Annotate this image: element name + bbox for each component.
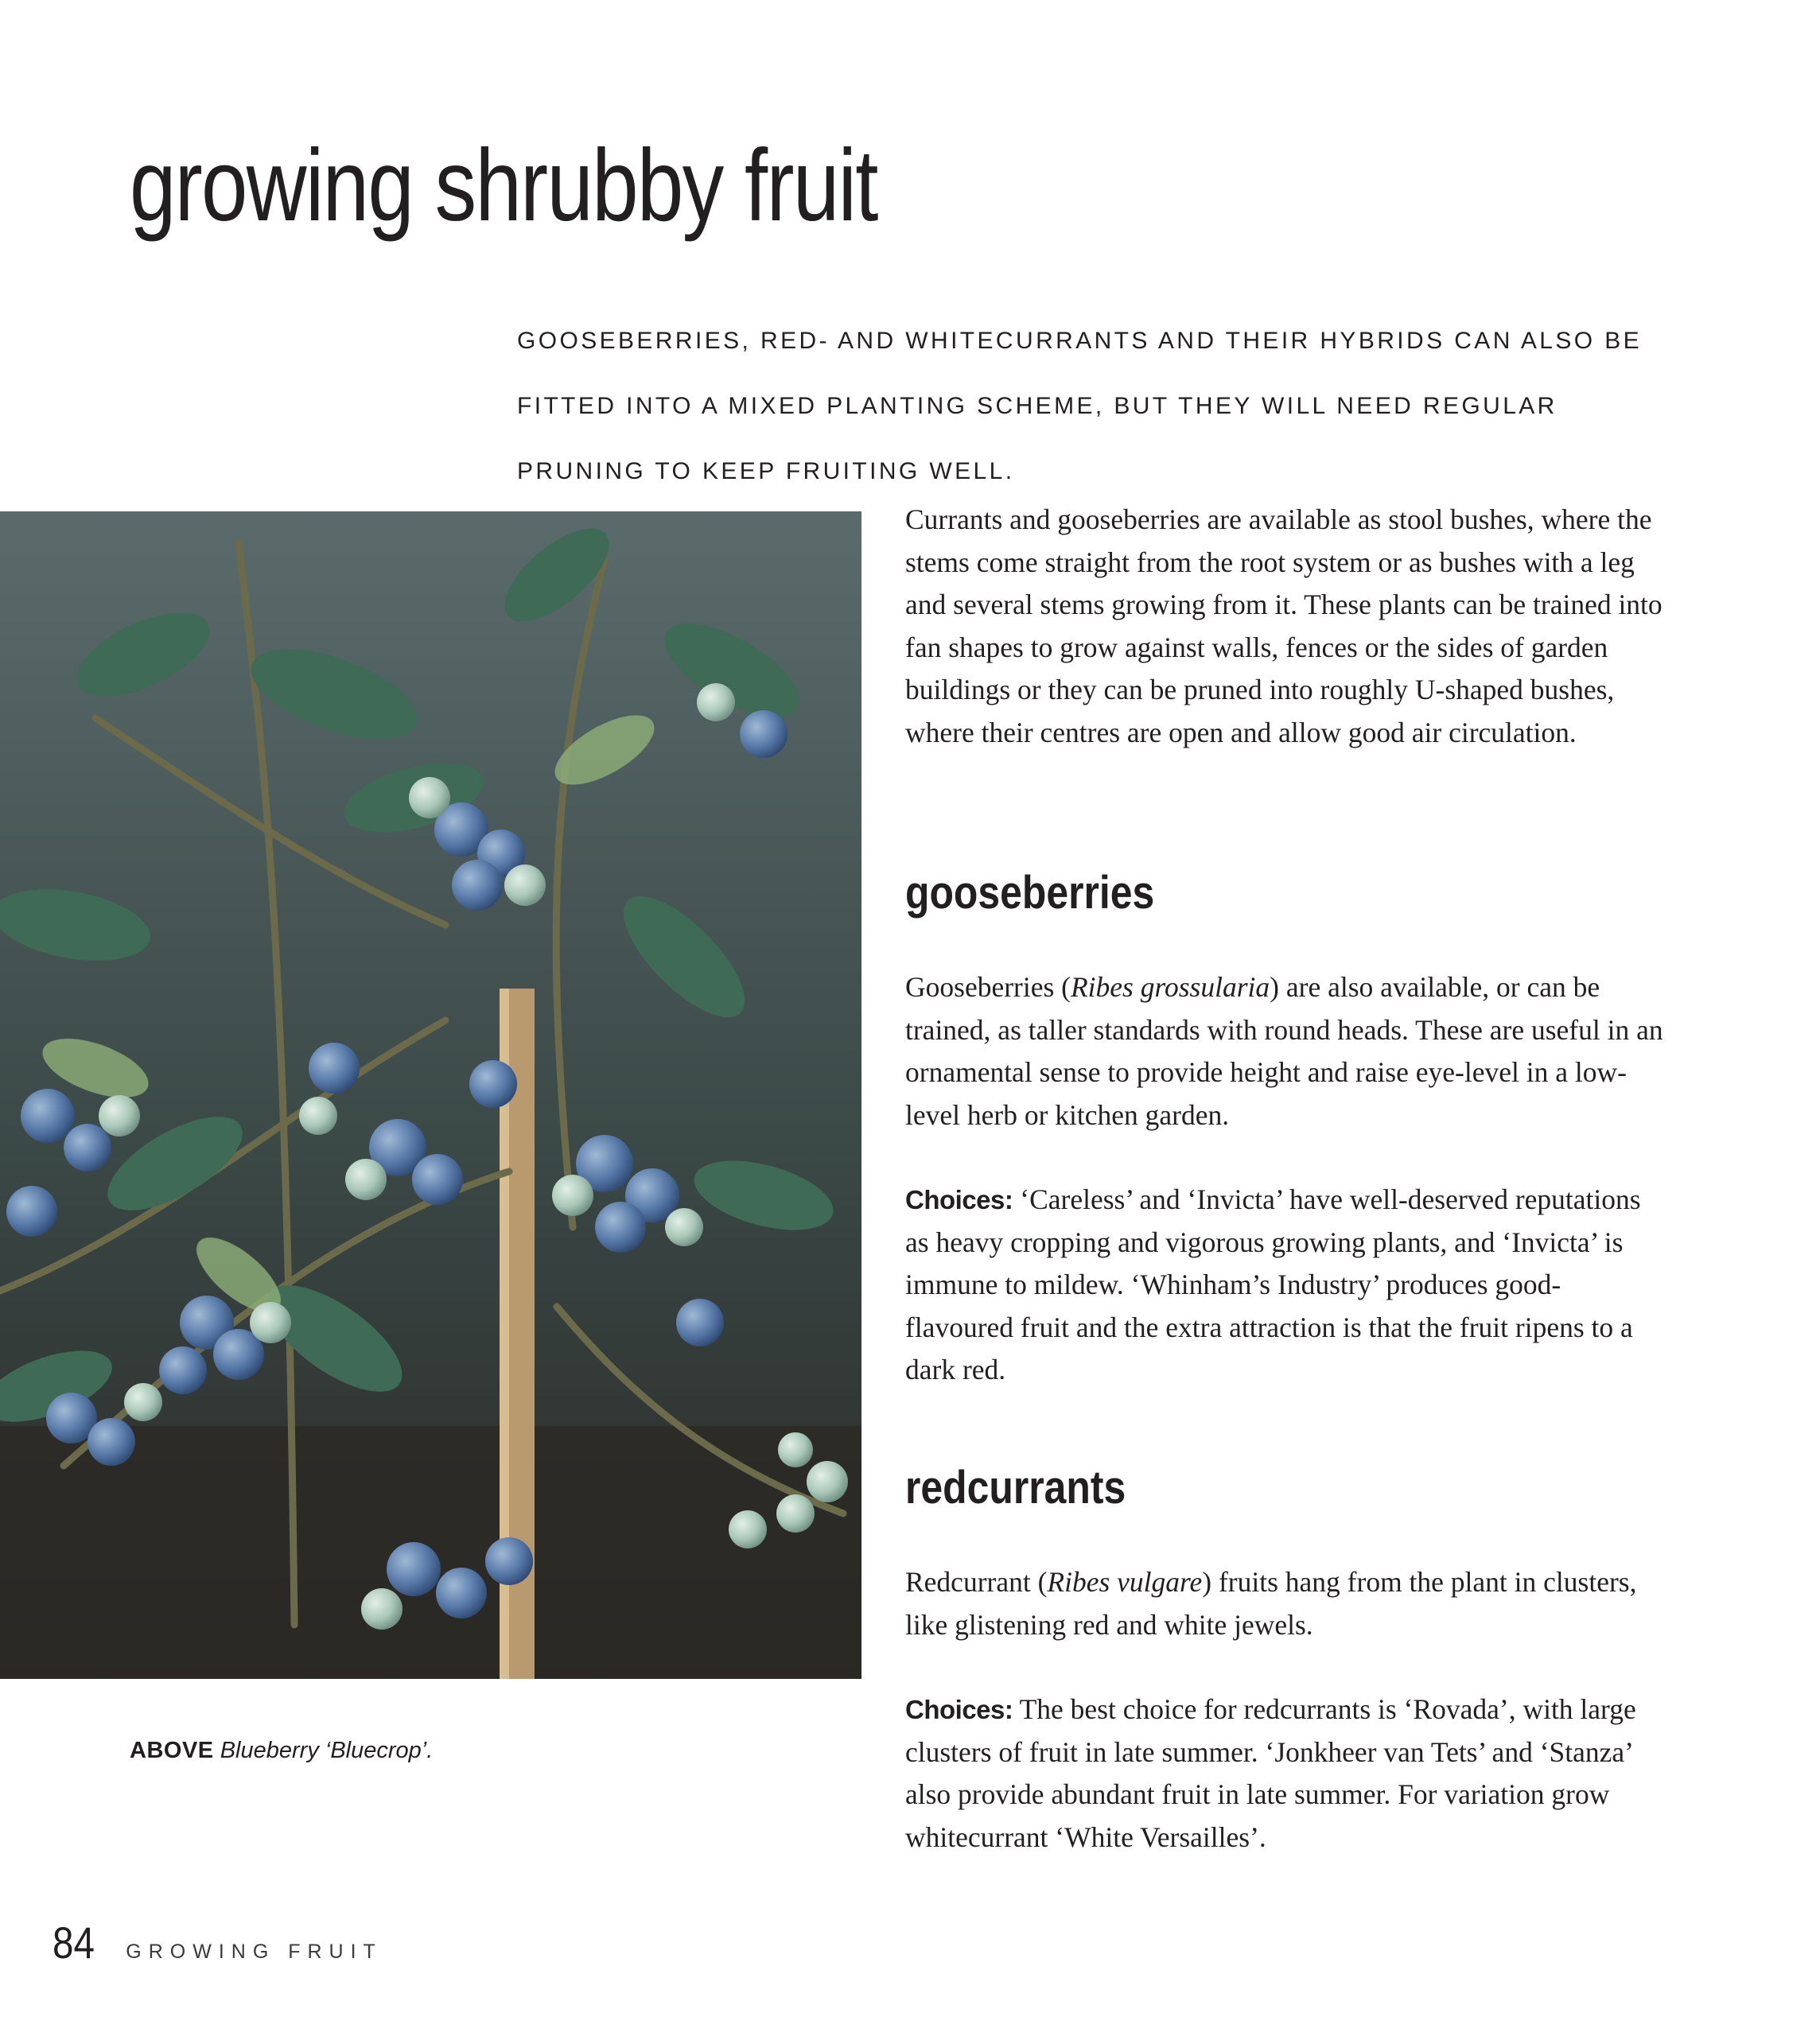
blueberry-photo — [0, 511, 861, 1679]
body-intro — [905, 499, 1669, 754]
redcurrants-heading: redcurrants — [905, 1462, 1126, 1513]
redcurrants-text-before: Redcurrant ( — [905, 1566, 1048, 1598]
page-title: growing shrubby fruit — [130, 129, 877, 243]
gooseberries-section — [905, 966, 1669, 1392]
blueberry-illustration — [0, 511, 861, 1679]
gooseberries-choices — [905, 1179, 1669, 1392]
caption-lead: ABOVE — [130, 1738, 214, 1763]
page-number: 84 — [52, 1917, 95, 1968]
redcurrants-paragraph — [905, 1561, 1669, 1646]
redcurrants-text-after: ) fruits hang from the plant in clusters, like glistening red and white jewels. — [905, 1566, 1637, 1641]
body-intro-paragraph: Currants and gooseberries are available as stool bushes, where the stems come straight from the root system or as bushes with a leg and several stems growing from it. These plants can be trained into fan shapes to grow against walls, fences or the sides of garden buildings or they can be pruned into roughly U-shaped bushes, where their centres are open and allow good air circulation. — [905, 503, 1662, 748]
redcurrants-section — [905, 1561, 1669, 1859]
redcurrants-choices-label: Choices: — [905, 1695, 1013, 1724]
section-name: GROWING FRUIT — [126, 1941, 383, 1963]
intro-text: GOOSEBERRIES, RED- AND WHITECURRANTS AND THEIR HYBRIDS CAN ALSO BE FITTED INTO A MIXED PLANTING SCHEME, BUT THEY WILL NEED REGULAR PRUNING TO KEEP FRUITING WELL. — [517, 328, 1643, 484]
redcurrants-choices — [905, 1688, 1669, 1859]
gooseberries-latin-name: Ribes grossularia — [1071, 971, 1270, 1003]
gooseberries-text-before: Gooseberries ( — [905, 971, 1071, 1003]
gooseberries-choices-label: Choices: — [905, 1185, 1013, 1214]
gooseberries-choices-text: ‘Careless’ and ‘Invicta’ have well-deserved reputations as heavy cropping and vigorous growing plants, and ‘Invicta’ is immune to mildew. ‘Whinham’s Industry’ produces good-flavoured fruit and the extra attraction is that the fruit ripens to a dark red. — [905, 1183, 1641, 1385]
gooseberries-heading: gooseberries — [905, 867, 1155, 919]
caption-text: Blueberry ‘Bluecrop’. — [220, 1738, 434, 1763]
redcurrants-latin-name: Ribes vulgare — [1047, 1566, 1203, 1598]
photo-caption — [130, 1738, 433, 1764]
gooseberries-paragraph — [905, 966, 1669, 1137]
redcurrants-choices-text: The best choice for redcurrants is ‘Rovada’, with large clusters of fruit in late summer. ‘Jonkheer van Tets’ and ‘Stanza’ also provide abundant fruit in late summer. For variation grow whitecurrant ‘White Versailles’. — [905, 1693, 1636, 1853]
gooseberries-text-after: ) are also available, or can be trained, as taller standards with round heads. These are useful in an ornamental sense to provide height and raise eye-level in a low-level herb or kitchen garden. — [905, 971, 1663, 1131]
page-footer — [52, 1917, 383, 1968]
